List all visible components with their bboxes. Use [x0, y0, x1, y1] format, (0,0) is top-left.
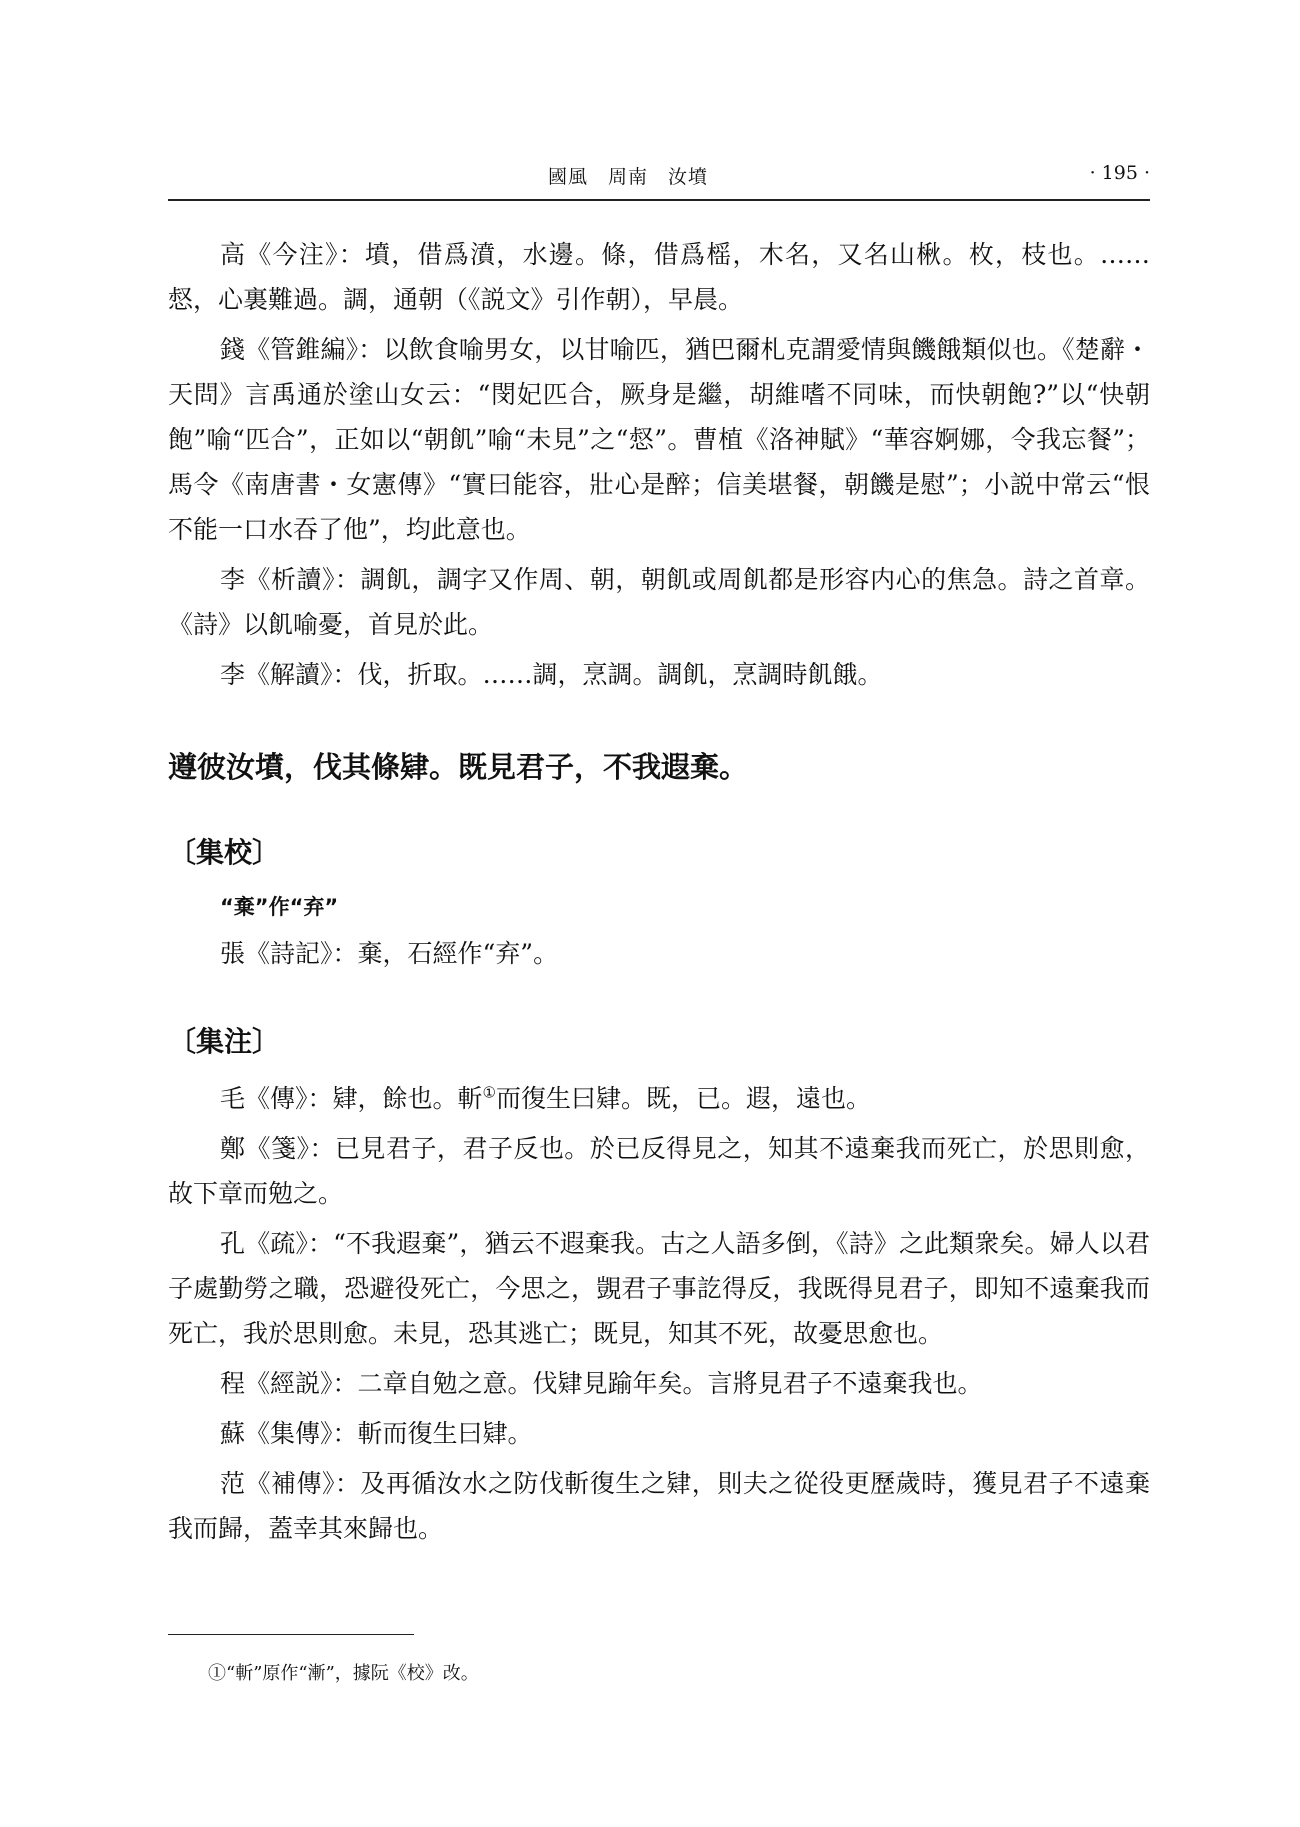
- commentary-paragraph: 錢《管錐編》：以飲食喻男女，以甘喻匹，猶巴爾札克謂愛情與饑餓類似也。《楚辭・天問》言禹通於塗山女云：“閔妃匹合，厥身是繼，胡維嗜不同味，而快朝飽?”以“快朝飽”喻“匹合”，正如以“朝飢”喻“未見”之“惄”。曹植《洛神賦》“華容婀娜，令我忘餐”；馬令《南唐書・女憲傳》“實曰能容，壯心是醉；信美堪餐，朝饑是慰”；小説中常云“恨不能一口水吞了他”，均此意也。: [168, 335, 1150, 544]
- section-heading-jiaojiao: 〔集校〕: [168, 836, 281, 869]
- commentary-paragraph: 李《析讀》：調飢，調字又作周、朝，朝飢或周飢都是形容内心的焦急。詩之首章。《詩》以飢喻憂，首見於此。: [168, 565, 1150, 639]
- annotation-text: 毛《傳》：肄，餘也。斬: [220, 1084, 483, 1113]
- annotation-text: 而復生曰肄。既，已。遐，遠也。: [495, 1084, 871, 1113]
- running-title: 國風 周南 汝墳: [548, 166, 709, 188]
- page-number: · 195 ·: [1089, 162, 1150, 184]
- annotation-paragraph: 孔《疏》：“不我遐棄”，猶云不遐棄我。古之人語多倒，《詩》之此類衆矣。婦人以君子處勤勞之職，恐避役死亡，今思之，覬君子事訖得反，我既得見君子，即知不遠棄我而死亡，我於思則愈。未見，恐其逃亡；既見，知其不死，故憂思愈也。: [168, 1229, 1150, 1348]
- annotation-paragraph: 蘇《集傳》：斬而復生曰肄。: [220, 1419, 533, 1448]
- page-header: [168, 160, 1150, 198]
- collation-paragraph: 張《詩記》：棄，石經作“弃”。: [220, 939, 559, 968]
- header-rule: [168, 199, 1150, 201]
- commentary-paragraph: 高《今注》：墳，借爲濆，水邊。條，借爲榣，木名，又名山楸。枚，枝也。……惄，心裏難過。調，通朝（《説文》引作朝），早晨。: [168, 240, 1150, 314]
- variant-subheading: “棄”作“弃”: [220, 895, 339, 919]
- annotation-paragraph: 鄭《箋》：已見君子，君子反也。於已反得見之，知其不遠棄我而死亡，於思則愈，故下章而勉之。: [168, 1134, 1150, 1208]
- footnote-marker: ①: [482, 1083, 496, 1102]
- annotation-paragraph: 程《經説》：二章自勉之意。伐肄見踰年矣。言將見君子不遠棄我也。: [220, 1369, 983, 1398]
- verse-line: 遵彼汝墳，伐其條肄。既見君子，不我遐棄。: [168, 750, 749, 784]
- footnote-rule: [168, 1634, 414, 1635]
- footnote: ①“斬”原作“漸”，據阮《校》改。: [208, 1663, 479, 1684]
- commentary-paragraph: 李《解讀》：伐，折取。……調，烹調。調飢，烹調時飢餓。: [220, 660, 883, 689]
- section-heading-jizhu: 〔集注〕: [168, 1025, 281, 1058]
- annotation-paragraph: 范《補傳》：及再循汝水之防伐斬復生之肄，則夫之從役更歷歲時，獲見君子不遠棄我而歸，蓋幸其來歸也。: [168, 1469, 1150, 1543]
- page-body: [168, 232, 1150, 1556]
- annotation-paragraph: [168, 1076, 1150, 1121]
